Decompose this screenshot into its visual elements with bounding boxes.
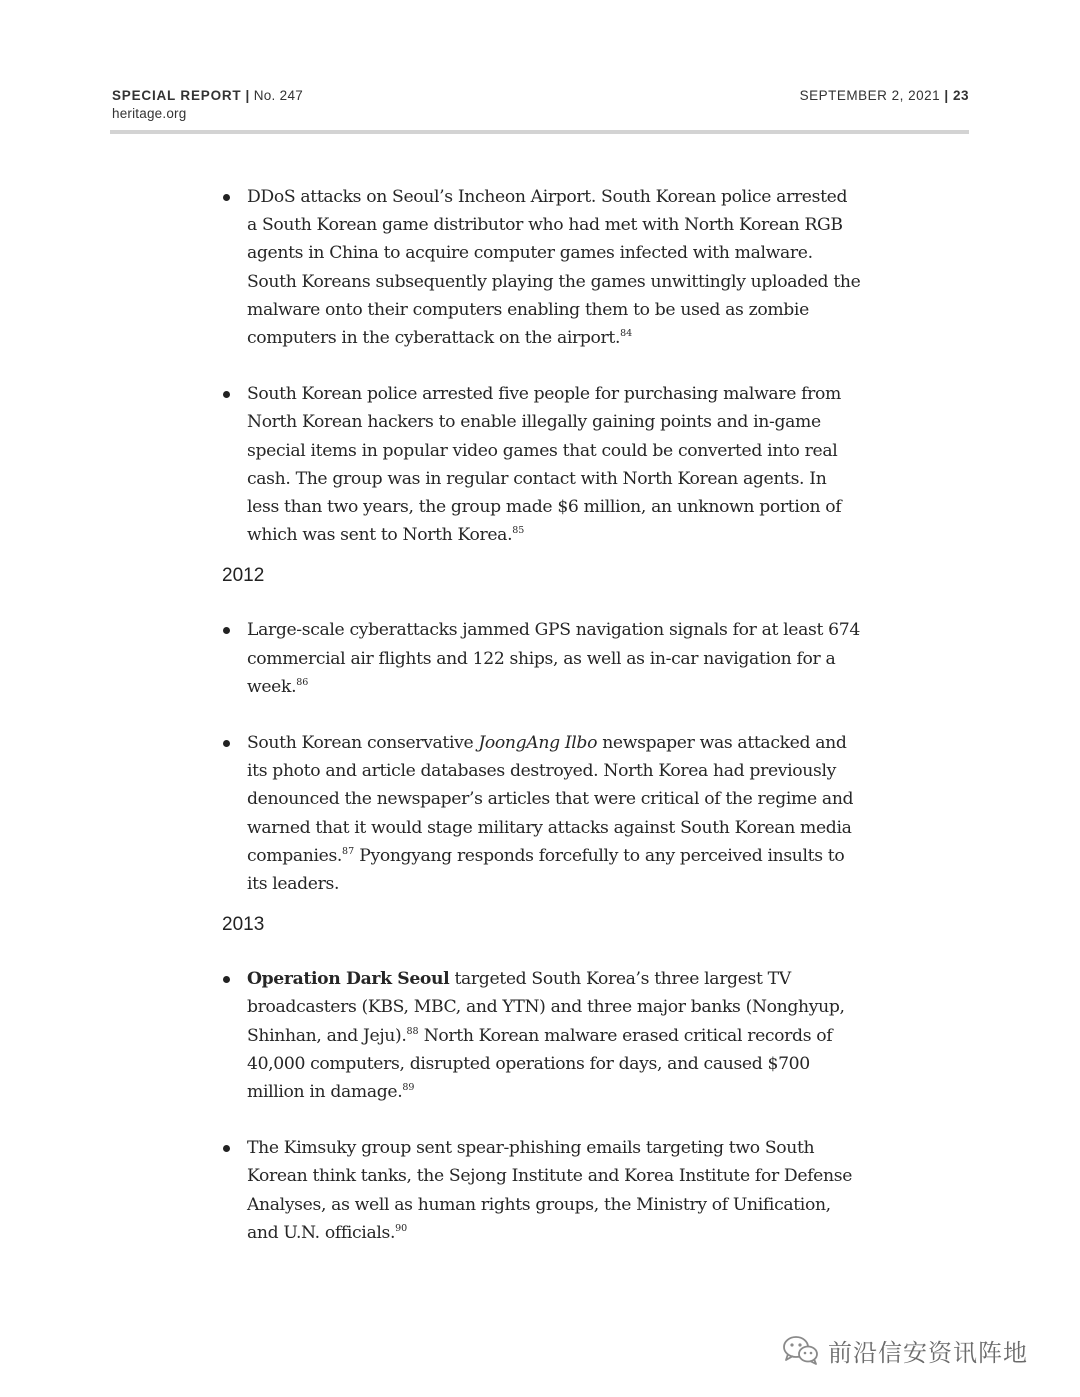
list-item [222, 616, 862, 701]
header-separator-right: | [944, 88, 949, 103]
report-body [222, 183, 862, 1247]
site-name: heritage.org [112, 106, 187, 121]
page-header [112, 88, 969, 121]
header-rule [110, 130, 969, 134]
report-number: No. 247 [253, 88, 304, 103]
page-number: 23 [952, 88, 969, 103]
list-item [222, 380, 862, 549]
footnote-ref: 85 [512, 525, 525, 537]
watermark-text: 前沿信安资讯阵地 [828, 1338, 1028, 1367]
newspaper-title: JoongAng Ilbo [478, 733, 598, 754]
bullet-text: DDoS attacks on Seoul’s Incheon Airport. South Korean police arrested a South Korean game distributor who had met with North Korean RGB agents in China to acquire computer games infected with malware. South Koreans subsequently playing the games unwittingly uploaded the malware onto their computers enabling them to be used as zombie computers in the cyberattack on the airport. [247, 187, 861, 349]
bullet-text-mid: newspaper was attacked and its photo and article databases destroyed. North Korea had previously denounced the newspaper’s articles that were critical of the regime and warned that it would stage military attacks against South Korean media companies. [247, 733, 854, 866]
bullet-text: The Kimsuky group sent spear-phishing emails targeting two South Korean think tanks, the Sejong Institute and Korea Institute for Defense Analyses, as well as human rights groups, the Ministry of Unification, and U.N. officials. [247, 1138, 853, 1243]
report-date: SEPTEMBER 2, 2021 [799, 88, 941, 103]
footnote-ref: 88 [406, 1025, 419, 1037]
bullet-text-mid: targeted South Korea’s three largest TV broadcasters (KBS, MBC, and YTN) and three major banks (Nonghyup, Shinhan, and Jeju). [247, 969, 845, 1046]
year-heading-2012: 2012 [222, 565, 265, 587]
bullet-text: South Korean police arrested five people for purchasing malware from North Korean hackers to enable illegally gaining points and in-game special items in popular video games that could be converted into real cash. The group was in regular contact with North Korean agents. In less than two years, the group made $6 million, an unknown portion of which was sent to North Korea. [247, 384, 842, 546]
wechat-icon [782, 1334, 820, 1366]
bullet-text-pre: South Korean conservative [247, 733, 479, 754]
list-item [222, 183, 862, 352]
list-item [222, 965, 862, 1106]
operation-name: Operation Dark Seoul [247, 969, 450, 990]
bullet-text: Large-scale cyberattacks jammed GPS navigation signals for at least 674 commercial air flights and 122 ships, as well as in-car navigation for a week. [247, 620, 860, 697]
footnote-ref: 84 [620, 328, 633, 340]
footnote-ref: 86 [296, 676, 309, 688]
bullet-text-post: Pyongyang responds forcefully to any perceived insults to its leaders. [247, 845, 845, 895]
bullet-text-post: North Korean malware erased critical records of 40,000 computers, disrupted operations for days, and caused $700 million in damage. [247, 1025, 833, 1103]
header-right [800, 88, 969, 103]
footnote-ref: 90 [395, 1222, 408, 1234]
list-item [222, 1134, 862, 1247]
footnote-ref: 89 [402, 1082, 415, 1094]
header-separator: | [245, 88, 250, 103]
watermark [782, 1330, 1028, 1370]
list-item [222, 729, 862, 898]
report-series: SPECIAL REPORT [112, 88, 242, 103]
footnote-ref: 87 [342, 845, 355, 857]
year-heading-2013: 2013 [222, 914, 265, 936]
